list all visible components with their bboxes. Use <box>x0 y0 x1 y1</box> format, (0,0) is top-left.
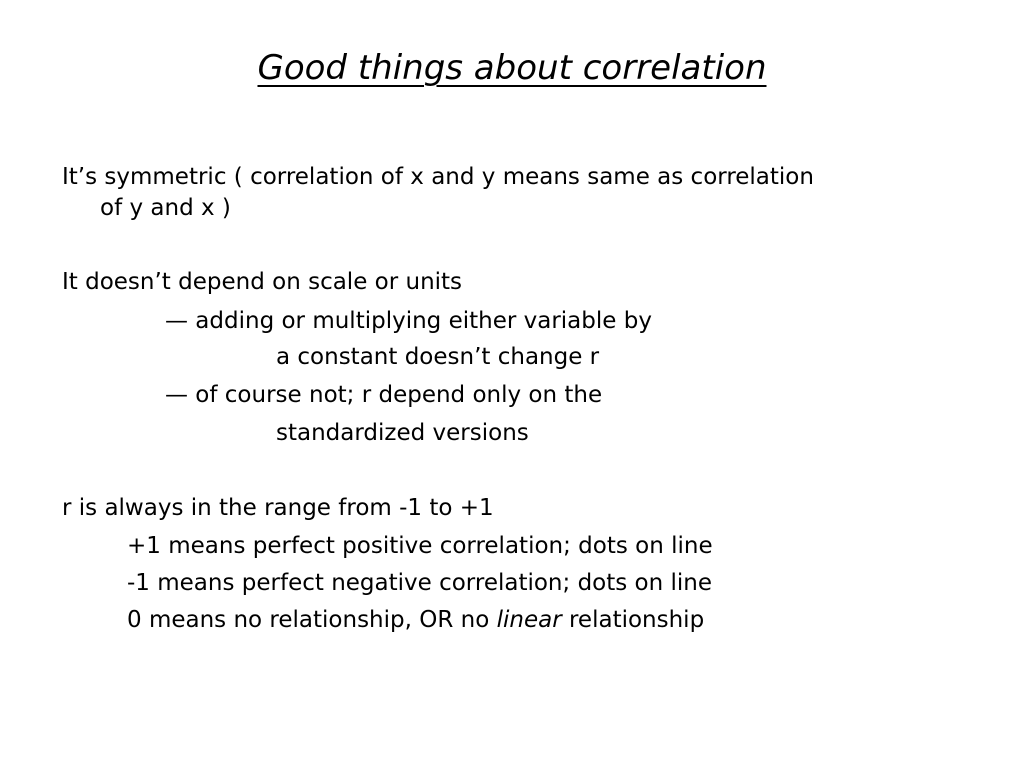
slide-title: Good things about correlation <box>257 48 767 88</box>
scale-bullet2-line1: — of course not; r depend only on the <box>165 382 603 408</box>
zero-line-suffix: relationship <box>561 607 705 633</box>
zero-line <box>127 606 704 634</box>
scale-bullet1-line1: — adding or multiplying either variable by <box>165 308 652 334</box>
range-heading: r is always in the range from -1 to +1 <box>62 495 494 521</box>
zero-line-italic: linear <box>496 607 562 633</box>
scale-bullet1-line2: a constant doesn’t change r <box>276 344 600 370</box>
symmetric-text-line2: of y and x ) <box>100 195 231 221</box>
scale-bullet2-line2: standardized versions <box>276 420 529 446</box>
zero-line-prefix: 0 means no relationship, OR no <box>127 607 497 633</box>
plus-one-line: +1 means perfect positive correlation; dots on line <box>127 533 713 559</box>
scale-heading: It doesn’t depend on scale or units <box>62 269 463 295</box>
minus-one-line: -1 means perfect negative correlation; dots on line <box>127 570 713 596</box>
symmetric-text-line1: It’s symmetric ( correlation of x and y means same as correlation <box>62 164 814 190</box>
